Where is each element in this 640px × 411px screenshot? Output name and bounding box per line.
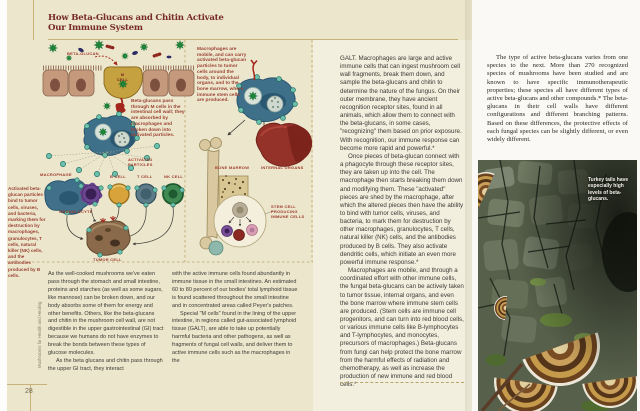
left-page — [7, 0, 472, 411]
label-stem-cell: STEM CELL PRODUCING IMMUNE CELLS — [271, 204, 305, 219]
liver-illustration — [256, 123, 312, 166]
col3-paragraph-1: GALT. Macrophages are large and active immune cells that can ingest mushroom cell wall fragments, break them down, and sample the beta-glucans and chitin to determine the nature of the fungus. On their outer membrane, they have ancient recognition receptor sites, found in all animals, which allow them to connect with the beta-glucans, in some cases, "recognizing" them based on prior exposure. With recognition, our immune response can become more rapid and powerful.* — [340, 55, 462, 152]
label-macrophage: MACROPHAGE — [40, 172, 72, 177]
nk-cell-shape — [162, 184, 184, 207]
col2-paragraph-2: Special "M cells" found in the lining of the upper intestine, in regions called gut-associated lymphoid tissue (GALT), are able to take up potentially harmful bacteria and other pathogens, as well as fragments of fungal cell walls, and deliver them to active immune cells such as the macrophages in the — [172, 310, 297, 364]
col3-paragraph-3: Macrophages are mobile, and through a coordinated effort with other immune cells, the fungal beta-glucans can be actively taken to tumor tissue, internal organs, and even the bone marrow where immune stem cells are produced. (Stem cells are immune cell progenitors, and can turn into red blood cells, or various immune cells like B-lymphocytes and T-lymphocytes, and monocytes, precursors of macrophages.) Beta-glucans from fungi can help protect the bone marrow from the harmful effects of radiation and chemotherapy, as well as increase the production of new immune and red blood cells.* — [340, 267, 464, 389]
diagram-side-note: Activated beta-glucan particles bind to tumor cells, viruses, and bacteria, marking them for destruction by macrophages, granulocytes, T cells, natural killer (NK) cells, and the antibodies produced by B cells. — [8, 186, 46, 278]
label-granulocyte: GRANULOCYTE — [59, 209, 93, 214]
col2-paragraph-1: with the active immune cells found abundantly in immune tissue in the small intestines. An estimated 60 to 80 percent of our bodies' total lymphoid tissue is found scattered throughout the small intestine and in concentrated areas called Peyer's patches. — [172, 271, 298, 309]
b-cell-shape — [108, 184, 130, 207]
column-end-rule — [340, 382, 464, 383]
col1-paragraph-1: As the well-cooked mushrooms we've eaten pass through the stomach and small intestine, proteins and starches (as well as some sugars, like mannose) can be broken down, and our body absorbs some of them for energy and other benefits. Others, like the beta-glucans and chitin in the mushroom cell wall, are not digestible in the upper gastrointestinal (GI) tract because we humans do not have enzymes to break the bonds between these types of glucose molecules. — [48, 271, 164, 357]
body-column-2 — [172, 271, 298, 366]
label-b-cell: B CELL — [110, 174, 126, 179]
page-number: 28 — [25, 388, 33, 395]
col3-paragraph-2: Once pieces of beta-glucan connect with a phagocyte through these receptor sites, they are taken up into the cell. The macrophage then starts breaking them down and modifying them. These "activated" pieces are shed by the macrophage, after which the altered pieces then have the ability to bind with tumor cells, viruses, and bacteria, to mark them for destruction by other macrophages, granulocytes, T cells, natural killer (NK) cells, and the antibodies produced by B cells. They also activate dendritic cells, which initiate an even more powerful immune response.* — [340, 152, 464, 266]
immune-diagram-illustration — [7, 40, 313, 264]
caption-absorb: Beta-glucans pass through M cells in the intestinal cell wall; they are absorbed by macrophages and broken down into activated particles. — [131, 99, 185, 139]
label-internal-organs: INTERNAL ORGANS — [261, 165, 304, 170]
right-page — [472, 0, 640, 411]
caption-mobile: Macrophages are mobile, and can carry activated beta-glucan particles to tumor cells around the body, to individual organs, and to the bone marrow, where immune stem cells are produced. — [197, 47, 247, 104]
label-bone-marrow: BONE MARROW — [215, 165, 250, 170]
label-beta-glucan: BETA-GLUCAN — [67, 51, 99, 56]
stem-cell-diagram — [214, 195, 273, 247]
right-body-text: The type of active beta-glucans varies from one species to the next. More than 270 recognized species of mushrooms have been studied and are known to have specific immunotherapeutic properties; these species all have different types of active beta-glucans and other compounds.* The beta-glucans in their cell walls have different configurations and different branching patterns. Based on these differences, the protective effects of each fungal species can be slightly different, or even widely different. — [487, 54, 628, 144]
label-t-cell: T CELL — [137, 174, 153, 179]
t-cell-shape — [135, 184, 157, 207]
turkey-tail-photo — [478, 160, 637, 411]
body-column-1 — [48, 271, 165, 374]
photo-caption: Turkey tails have especially high levels of beta-glucans. — [588, 177, 629, 203]
page-title-line2: Our Immune System — [48, 23, 143, 34]
page-title-line1: How Beta-Glucans and Chitin Activate — [48, 13, 224, 23]
col1-paragraph-2: As the beta glucans and chitin pass through the upper GI tract, they interact — [48, 357, 163, 372]
label-m-cell: M CELL — [116, 72, 129, 82]
label-tumor-cell: TUMOR CELL — [93, 257, 122, 262]
top-margin-rule — [33, 0, 34, 40]
spine-title: Mushrooms for Health and Healing — [37, 301, 42, 368]
page-title — [48, 13, 224, 34]
footer-rule-h — [7, 384, 47, 385]
label-activated-particles: ACTIVATED PARTICLES — [128, 157, 153, 167]
label-nk-cell: NK CELL — [164, 174, 184, 179]
body-column-3 — [340, 55, 464, 389]
tumor-cell-shape — [87, 216, 130, 257]
